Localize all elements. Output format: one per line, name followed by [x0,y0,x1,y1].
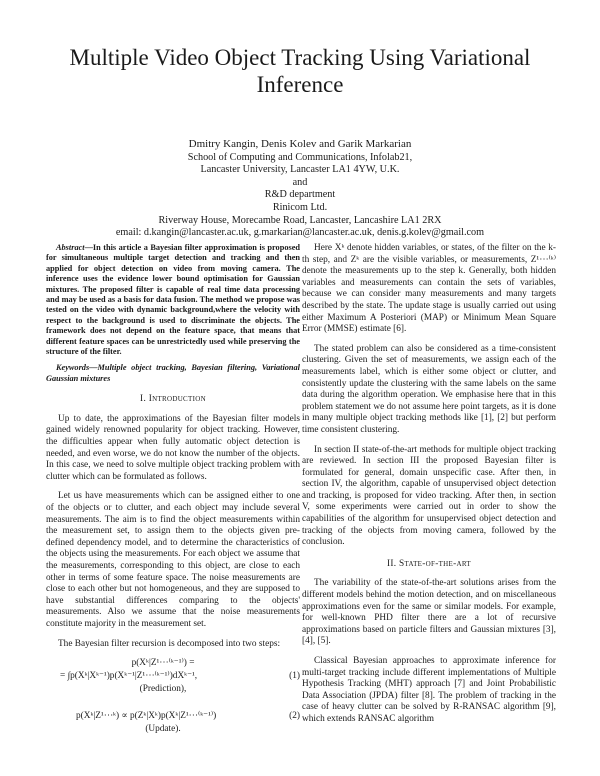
paragraph: In section II state-of-the-art methods for multiple object tracking are reviewed. In section III the proposed Bayesian filter is formulated for general, domain unspecific case. After then, in section IV, the algorithm, capable of unsupervised object detection and tracking, is proposed for video tracking. After then, in section V, some experiments were carried out in order to show the capabilities of the algorithm for unsupervised object detection and tracking of the objects from moving camera, followed by the conclusion. [302,444,556,548]
equation-1-label: (Prediction), [139,684,187,695]
affiliation-line: Lancaster University, Lancaster LA1 4YW, U.K. [200,164,400,176]
equation-1-line1: p(Xᵏ|Z¹⋯⁽ᵏ⁻¹⁾) = [131,658,195,669]
left-column [46,243,300,747]
paper-title: Multiple Video Object Tracking Using Variational Inference [69,45,531,97]
affiliation-line: and [292,176,308,188]
author-block [60,138,540,240]
affiliation-line: R&D department [264,189,336,201]
keywords: Keywords—Multiple object tracking, Bayesian filtering, Variational Gaussian mixtures [46,363,300,383]
section-heading-introduction: I. Introduction [140,394,206,405]
section-heading-state-of-the-art: II. State-of-the-art [387,558,471,569]
equation-2-line1: p(Xᵏ|Z¹⋯ᵏ) ∝ p(Zᵏ|Xᵏ)p(Xᵏ|Z¹⋯⁽ᵏ⁻¹⁾) [76,711,217,722]
abstract-label: Abstract [56,243,85,252]
affiliation-line: Rinicom Ltd. [272,201,328,213]
equation-2-label: (Update). [145,724,181,735]
affiliation-line: Riverway House, Morecambe Road, Lancaster, Lancashire LA1 2RX [158,214,442,226]
equation-1 [46,658,300,697]
paragraph: Classical Bayesian approaches to approximate inference for multi-target tracking include different implementations of Multiple Hypothesis Tracking (MHT) approach [7] and Joint Probabilistic Data Association (JPDA) filter [8]. The problem of tracking in the case of heavy clutter can be solved by R-RANSAC algorithm [9], which extends RANSAC algorithm [302,656,556,724]
equation-1-number: (1) [289,671,300,682]
paragraph: Let us have measurements which can be assigned either to one of the objects or to clutter, and each object may include several measurements. The aim is to find the object measurements within the measurement set, to assign them to the objects given pre-defined dependency model, and to determine the characteristics of the objects using the measurements. For each object we assume that the measurements, corresponding to this object, are close to each other in terms of some feature space. The noise measurements are close to each other but not homogeneous, and they are supposed to have substantial differences comparing to the objects' measurements. Also we assume that the noise measurements constitute majority in the measurement set. [46,491,300,629]
paragraph: The stated problem can also be considered as a time-consistent clustering. Given the set of measurements, we assign each of the measurements label, which is either some object or clutter, and consistently update the clustering with the same labels on the same data during the algorithm operation. We emphasise here that in this problem statement we do not assume here point targets, as it is done in many multiple object tracking methods like [1], [2] but perform time consistent clustering. [302,343,556,435]
right-column [302,243,556,734]
abstract-text: —In this article a Bayesian filter approximation is proposed for simultaneous multiple target detection and tracking and then applied for object detection on video from moving camera. The inference uses the evidence lower bound optimisation for Gaussian mixtures. The proposed filter is capable of real time data processing and may be used as a basis for data fusion. The method we propose was tested on the video with dynamic background,where the velocity with respect to the background is used to discriminate the objects. The framework does not depend on the feature space, that means that different feature spaces can be unrestrictedly used while preserving the structure of the filter. [46,243,300,357]
paragraph: The Bayesian filter recursion is decomposed into two steps: [58,638,281,649]
author-names: Dmitry Kangin, Denis Kolev and Garik Markarian [188,138,412,150]
paragraph: The variability of the state-of-the-art solutions arises from the different models behind the motion detection, and on miscellaneous approximations even for the same or similar models. For example, for well-known PHD filter there are a lot of recursive approximations based on particle filters and Gaussian mixtures [3], [4], [5]. [302,578,556,647]
equation-2-number: (2) [289,711,300,722]
email-line: email: d.kangin@lancaster.ac.uk, g.markarian@lancaster.ac.uk, denis.g.kolev@gmail.com [115,227,485,239]
equation-1-line2: = ∫p(Xᵏ|Xᵏ⁻¹)p(Xᵏ⁻¹|Z¹⋯⁽ᵏ⁻¹⁾)dXᵏ⁻¹, [60,671,198,682]
affiliation-line: School of Computing and Communications, Infolab21, [187,151,413,163]
equation-2 [46,711,300,737]
paragraph: Here Xᵏ denote hidden variables, or states, of the filter on the k-th step, and Zᵏ are the visible variables, or measurements, Z¹⋯⁽ᵏ⁾ denote the measurements up to the step k. Generally, both hidden variables and measurements can contain the sets of variables, because we can consider many measurements and many targets described by the state. The update stage is usually carried out using either Maximum A Posteriori (MAP) or Minimum Mean Square Error (MMSE) estimate [6]. [302,243,556,335]
paragraph: Up to date, the approximations of the Bayesian filter models gained widely renowned popularity for object tracking. However, the difficulties appear when fully automatic object detection is needed, and even worse, we do not know the number of the objects. In this case, we need to solve multiple object tracking problem with clutter which can be formulated as follows. [46,413,300,482]
abstract [46,243,300,357]
